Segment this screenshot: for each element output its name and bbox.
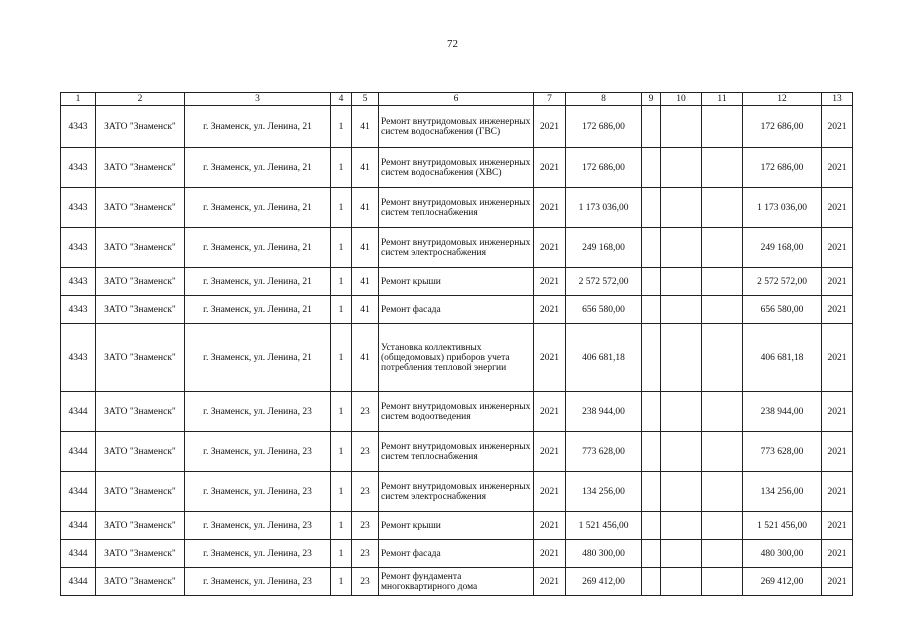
column-number-6: 6 xyxy=(379,93,534,106)
column-11-cell xyxy=(702,568,743,596)
address-cell: г. Знаменск, ул. Ленина, 21 xyxy=(185,268,331,296)
address-cell: г. Знаменск, ул. Ленина, 21 xyxy=(185,188,331,228)
year-cell: 2021 xyxy=(534,296,566,324)
register-table xyxy=(60,92,853,596)
row-id-cell: 4343 xyxy=(61,148,96,188)
end-year-cell: 2021 xyxy=(822,106,853,148)
year-cell: 2021 xyxy=(534,324,566,392)
municipality-cell: ЗАТО "Знаменск" xyxy=(96,148,185,188)
year-cell: 2021 xyxy=(534,188,566,228)
cost-cell: 238 944,00 xyxy=(566,392,642,432)
column-10-cell xyxy=(661,568,702,596)
column-11-cell xyxy=(702,392,743,432)
total-cell: 1 521 456,00 xyxy=(743,512,822,540)
cost-cell: 2 572 572,00 xyxy=(566,268,642,296)
year-cell: 2021 xyxy=(534,432,566,472)
cost-cell: 1 173 036,00 xyxy=(566,188,642,228)
column-number-5: 5 xyxy=(352,93,379,106)
municipality-cell: ЗАТО "Знаменск" xyxy=(96,188,185,228)
column-5-cell: 23 xyxy=(352,512,379,540)
table-row xyxy=(61,106,853,148)
row-id-cell: 4344 xyxy=(61,432,96,472)
row-id-cell: 4343 xyxy=(61,228,96,268)
cost-cell: 269 412,00 xyxy=(566,568,642,596)
column-number-3: 3 xyxy=(185,93,331,106)
table-row xyxy=(61,568,853,596)
row-id-cell: 4344 xyxy=(61,568,96,596)
work-type-cell: Ремонт внутридомовых инженерных систем водоснабжения (ХВС) xyxy=(379,148,534,188)
column-10-cell xyxy=(661,228,702,268)
total-cell: 656 580,00 xyxy=(743,296,822,324)
year-cell: 2021 xyxy=(534,106,566,148)
work-type-cell: Ремонт фасада xyxy=(379,540,534,568)
work-type-cell: Ремонт крыши xyxy=(379,512,534,540)
column-9-cell xyxy=(642,568,661,596)
table-row xyxy=(61,540,853,568)
address-cell: г. Знаменск, ул. Ленина, 21 xyxy=(185,296,331,324)
column-10-cell xyxy=(661,188,702,228)
column-10-cell xyxy=(661,106,702,148)
end-year-cell: 2021 xyxy=(822,324,853,392)
end-year-cell: 2021 xyxy=(822,540,853,568)
column-10-cell xyxy=(661,148,702,188)
column-9-cell xyxy=(642,188,661,228)
column-number-2: 2 xyxy=(96,93,185,106)
column-11-cell xyxy=(702,472,743,512)
cost-cell: 134 256,00 xyxy=(566,472,642,512)
column-11-cell xyxy=(702,268,743,296)
column-5-cell: 41 xyxy=(352,228,379,268)
end-year-cell: 2021 xyxy=(822,188,853,228)
total-cell: 269 412,00 xyxy=(743,568,822,596)
column-9-cell xyxy=(642,106,661,148)
row-id-cell: 4344 xyxy=(61,512,96,540)
column-5-cell: 23 xyxy=(352,540,379,568)
column-10-cell xyxy=(661,472,702,512)
year-cell: 2021 xyxy=(534,512,566,540)
work-type-cell: Ремонт внутридомовых инженерных систем электроснабжения xyxy=(379,472,534,512)
column-number-11: 11 xyxy=(702,93,743,106)
work-type-cell: Ремонт фасада xyxy=(379,296,534,324)
column-number-10: 10 xyxy=(661,93,702,106)
column-11-cell xyxy=(702,512,743,540)
end-year-cell: 2021 xyxy=(822,268,853,296)
municipality-cell: ЗАТО "Знаменск" xyxy=(96,540,185,568)
municipality-cell: ЗАТО "Знаменск" xyxy=(96,392,185,432)
column-number-7: 7 xyxy=(534,93,566,106)
total-cell: 406 681,18 xyxy=(743,324,822,392)
cost-cell: 172 686,00 xyxy=(566,148,642,188)
column-4-cell: 1 xyxy=(331,324,352,392)
cost-cell: 480 300,00 xyxy=(566,540,642,568)
column-4-cell: 1 xyxy=(331,568,352,596)
address-cell: г. Знаменск, ул. Ленина, 23 xyxy=(185,392,331,432)
column-number-8: 8 xyxy=(566,93,642,106)
column-9-cell xyxy=(642,392,661,432)
column-4-cell: 1 xyxy=(331,296,352,324)
year-cell: 2021 xyxy=(534,472,566,512)
column-9-cell xyxy=(642,268,661,296)
table-row xyxy=(61,228,853,268)
column-number-13: 13 xyxy=(822,93,853,106)
year-cell: 2021 xyxy=(534,568,566,596)
table-row xyxy=(61,432,853,472)
column-11-cell xyxy=(702,432,743,472)
year-cell: 2021 xyxy=(534,540,566,568)
column-11-cell xyxy=(702,188,743,228)
municipality-cell: ЗАТО "Знаменск" xyxy=(96,512,185,540)
column-4-cell: 1 xyxy=(331,228,352,268)
column-5-cell: 41 xyxy=(352,148,379,188)
row-id-cell: 4343 xyxy=(61,296,96,324)
column-11-cell xyxy=(702,296,743,324)
column-11-cell xyxy=(702,148,743,188)
end-year-cell: 2021 xyxy=(822,512,853,540)
register-body xyxy=(61,93,853,596)
total-cell: 238 944,00 xyxy=(743,392,822,432)
column-10-cell xyxy=(661,540,702,568)
municipality-cell: ЗАТО "Знаменск" xyxy=(96,324,185,392)
column-number-12: 12 xyxy=(743,93,822,106)
column-5-cell: 41 xyxy=(352,324,379,392)
total-cell: 172 686,00 xyxy=(743,106,822,148)
column-5-cell: 23 xyxy=(352,472,379,512)
cost-cell: 1 521 456,00 xyxy=(566,512,642,540)
end-year-cell: 2021 xyxy=(822,228,853,268)
row-id-cell: 4343 xyxy=(61,324,96,392)
address-cell: г. Знаменск, ул. Ленина, 23 xyxy=(185,512,331,540)
cost-cell: 249 168,00 xyxy=(566,228,642,268)
table-row xyxy=(61,188,853,228)
municipality-cell: ЗАТО "Знаменск" xyxy=(96,568,185,596)
column-11-cell xyxy=(702,228,743,268)
column-5-cell: 41 xyxy=(352,188,379,228)
column-number-9: 9 xyxy=(642,93,661,106)
column-10-cell xyxy=(661,432,702,472)
column-10-cell xyxy=(661,296,702,324)
end-year-cell: 2021 xyxy=(822,472,853,512)
column-5-cell: 23 xyxy=(352,432,379,472)
work-type-cell: Ремонт внутридомовых инженерных систем теплоснабжения xyxy=(379,188,534,228)
municipality-cell: ЗАТО "Знаменск" xyxy=(96,106,185,148)
row-id-cell: 4344 xyxy=(61,472,96,512)
year-cell: 2021 xyxy=(534,392,566,432)
column-10-cell xyxy=(661,512,702,540)
work-type-cell: Ремонт внутридомовых инженерных систем теплоснабжения xyxy=(379,432,534,472)
column-4-cell: 1 xyxy=(331,106,352,148)
column-10-cell xyxy=(661,324,702,392)
address-cell: г. Знаменск, ул. Ленина, 21 xyxy=(185,324,331,392)
table-row xyxy=(61,268,853,296)
total-cell: 249 168,00 xyxy=(743,228,822,268)
total-cell: 134 256,00 xyxy=(743,472,822,512)
column-11-cell xyxy=(702,540,743,568)
municipality-cell: ЗАТО "Знаменск" xyxy=(96,228,185,268)
table-row xyxy=(61,296,853,324)
work-type-cell: Ремонт внутридомовых инженерных систем водоснабжения (ГВС) xyxy=(379,106,534,148)
column-5-cell: 23 xyxy=(352,568,379,596)
table-row xyxy=(61,324,853,392)
cost-cell: 773 628,00 xyxy=(566,432,642,472)
column-9-cell xyxy=(642,472,661,512)
address-cell: г. Знаменск, ул. Ленина, 21 xyxy=(185,106,331,148)
column-number-row xyxy=(61,93,853,106)
table-row xyxy=(61,148,853,188)
column-9-cell xyxy=(642,512,661,540)
page-number: 72 xyxy=(447,38,458,50)
row-id-cell: 4344 xyxy=(61,540,96,568)
cost-cell: 656 580,00 xyxy=(566,296,642,324)
table-row xyxy=(61,392,853,432)
table-row xyxy=(61,472,853,512)
column-4-cell: 1 xyxy=(331,432,352,472)
column-4-cell: 1 xyxy=(331,472,352,512)
total-cell: 480 300,00 xyxy=(743,540,822,568)
row-id-cell: 4344 xyxy=(61,392,96,432)
total-cell: 2 572 572,00 xyxy=(743,268,822,296)
end-year-cell: 2021 xyxy=(822,296,853,324)
column-5-cell: 41 xyxy=(352,106,379,148)
work-type-cell: Ремонт фундамента многоквартирного дома xyxy=(379,568,534,596)
table-row xyxy=(61,512,853,540)
column-5-cell: 23 xyxy=(352,392,379,432)
column-4-cell: 1 xyxy=(331,540,352,568)
cost-cell: 172 686,00 xyxy=(566,106,642,148)
row-id-cell: 4343 xyxy=(61,268,96,296)
column-11-cell xyxy=(702,324,743,392)
column-4-cell: 1 xyxy=(331,268,352,296)
year-cell: 2021 xyxy=(534,268,566,296)
address-cell: г. Знаменск, ул. Ленина, 23 xyxy=(185,432,331,472)
column-5-cell: 41 xyxy=(352,296,379,324)
work-type-cell: Ремонт внутридомовых инженерных систем электроснабжения xyxy=(379,228,534,268)
column-4-cell: 1 xyxy=(331,148,352,188)
total-cell: 773 628,00 xyxy=(743,432,822,472)
column-number-4: 4 xyxy=(331,93,352,106)
end-year-cell: 2021 xyxy=(822,148,853,188)
column-9-cell xyxy=(642,148,661,188)
column-5-cell: 41 xyxy=(352,268,379,296)
column-4-cell: 1 xyxy=(331,188,352,228)
municipality-cell: ЗАТО "Знаменск" xyxy=(96,268,185,296)
total-cell: 1 173 036,00 xyxy=(743,188,822,228)
row-id-cell: 4343 xyxy=(61,188,96,228)
column-4-cell: 1 xyxy=(331,512,352,540)
end-year-cell: 2021 xyxy=(822,432,853,472)
column-10-cell xyxy=(661,268,702,296)
column-9-cell xyxy=(642,324,661,392)
work-type-cell: Ремонт внутридомовых инженерных систем водоотведения xyxy=(379,392,534,432)
address-cell: г. Знаменск, ул. Ленина, 23 xyxy=(185,540,331,568)
column-9-cell xyxy=(642,432,661,472)
municipality-cell: ЗАТО "Знаменск" xyxy=(96,432,185,472)
end-year-cell: 2021 xyxy=(822,568,853,596)
column-10-cell xyxy=(661,392,702,432)
address-cell: г. Знаменск, ул. Ленина, 23 xyxy=(185,472,331,512)
column-9-cell xyxy=(642,228,661,268)
year-cell: 2021 xyxy=(534,148,566,188)
municipality-cell: ЗАТО "Знаменск" xyxy=(96,472,185,512)
address-cell: г. Знаменск, ул. Ленина, 21 xyxy=(185,228,331,268)
address-cell: г. Знаменск, ул. Ленина, 21 xyxy=(185,148,331,188)
work-type-cell: Установка коллективных (общедомовых) приборов учета потребления тепловой энергии xyxy=(379,324,534,392)
total-cell: 172 686,00 xyxy=(743,148,822,188)
year-cell: 2021 xyxy=(534,228,566,268)
column-11-cell xyxy=(702,106,743,148)
end-year-cell: 2021 xyxy=(822,392,853,432)
column-9-cell xyxy=(642,540,661,568)
cost-cell: 406 681,18 xyxy=(566,324,642,392)
column-4-cell: 1 xyxy=(331,392,352,432)
municipality-cell: ЗАТО "Знаменск" xyxy=(96,296,185,324)
work-type-cell: Ремонт крыши xyxy=(379,268,534,296)
column-9-cell xyxy=(642,296,661,324)
row-id-cell: 4343 xyxy=(61,106,96,148)
address-cell: г. Знаменск, ул. Ленина, 23 xyxy=(185,568,331,596)
column-number-1: 1 xyxy=(61,93,96,106)
